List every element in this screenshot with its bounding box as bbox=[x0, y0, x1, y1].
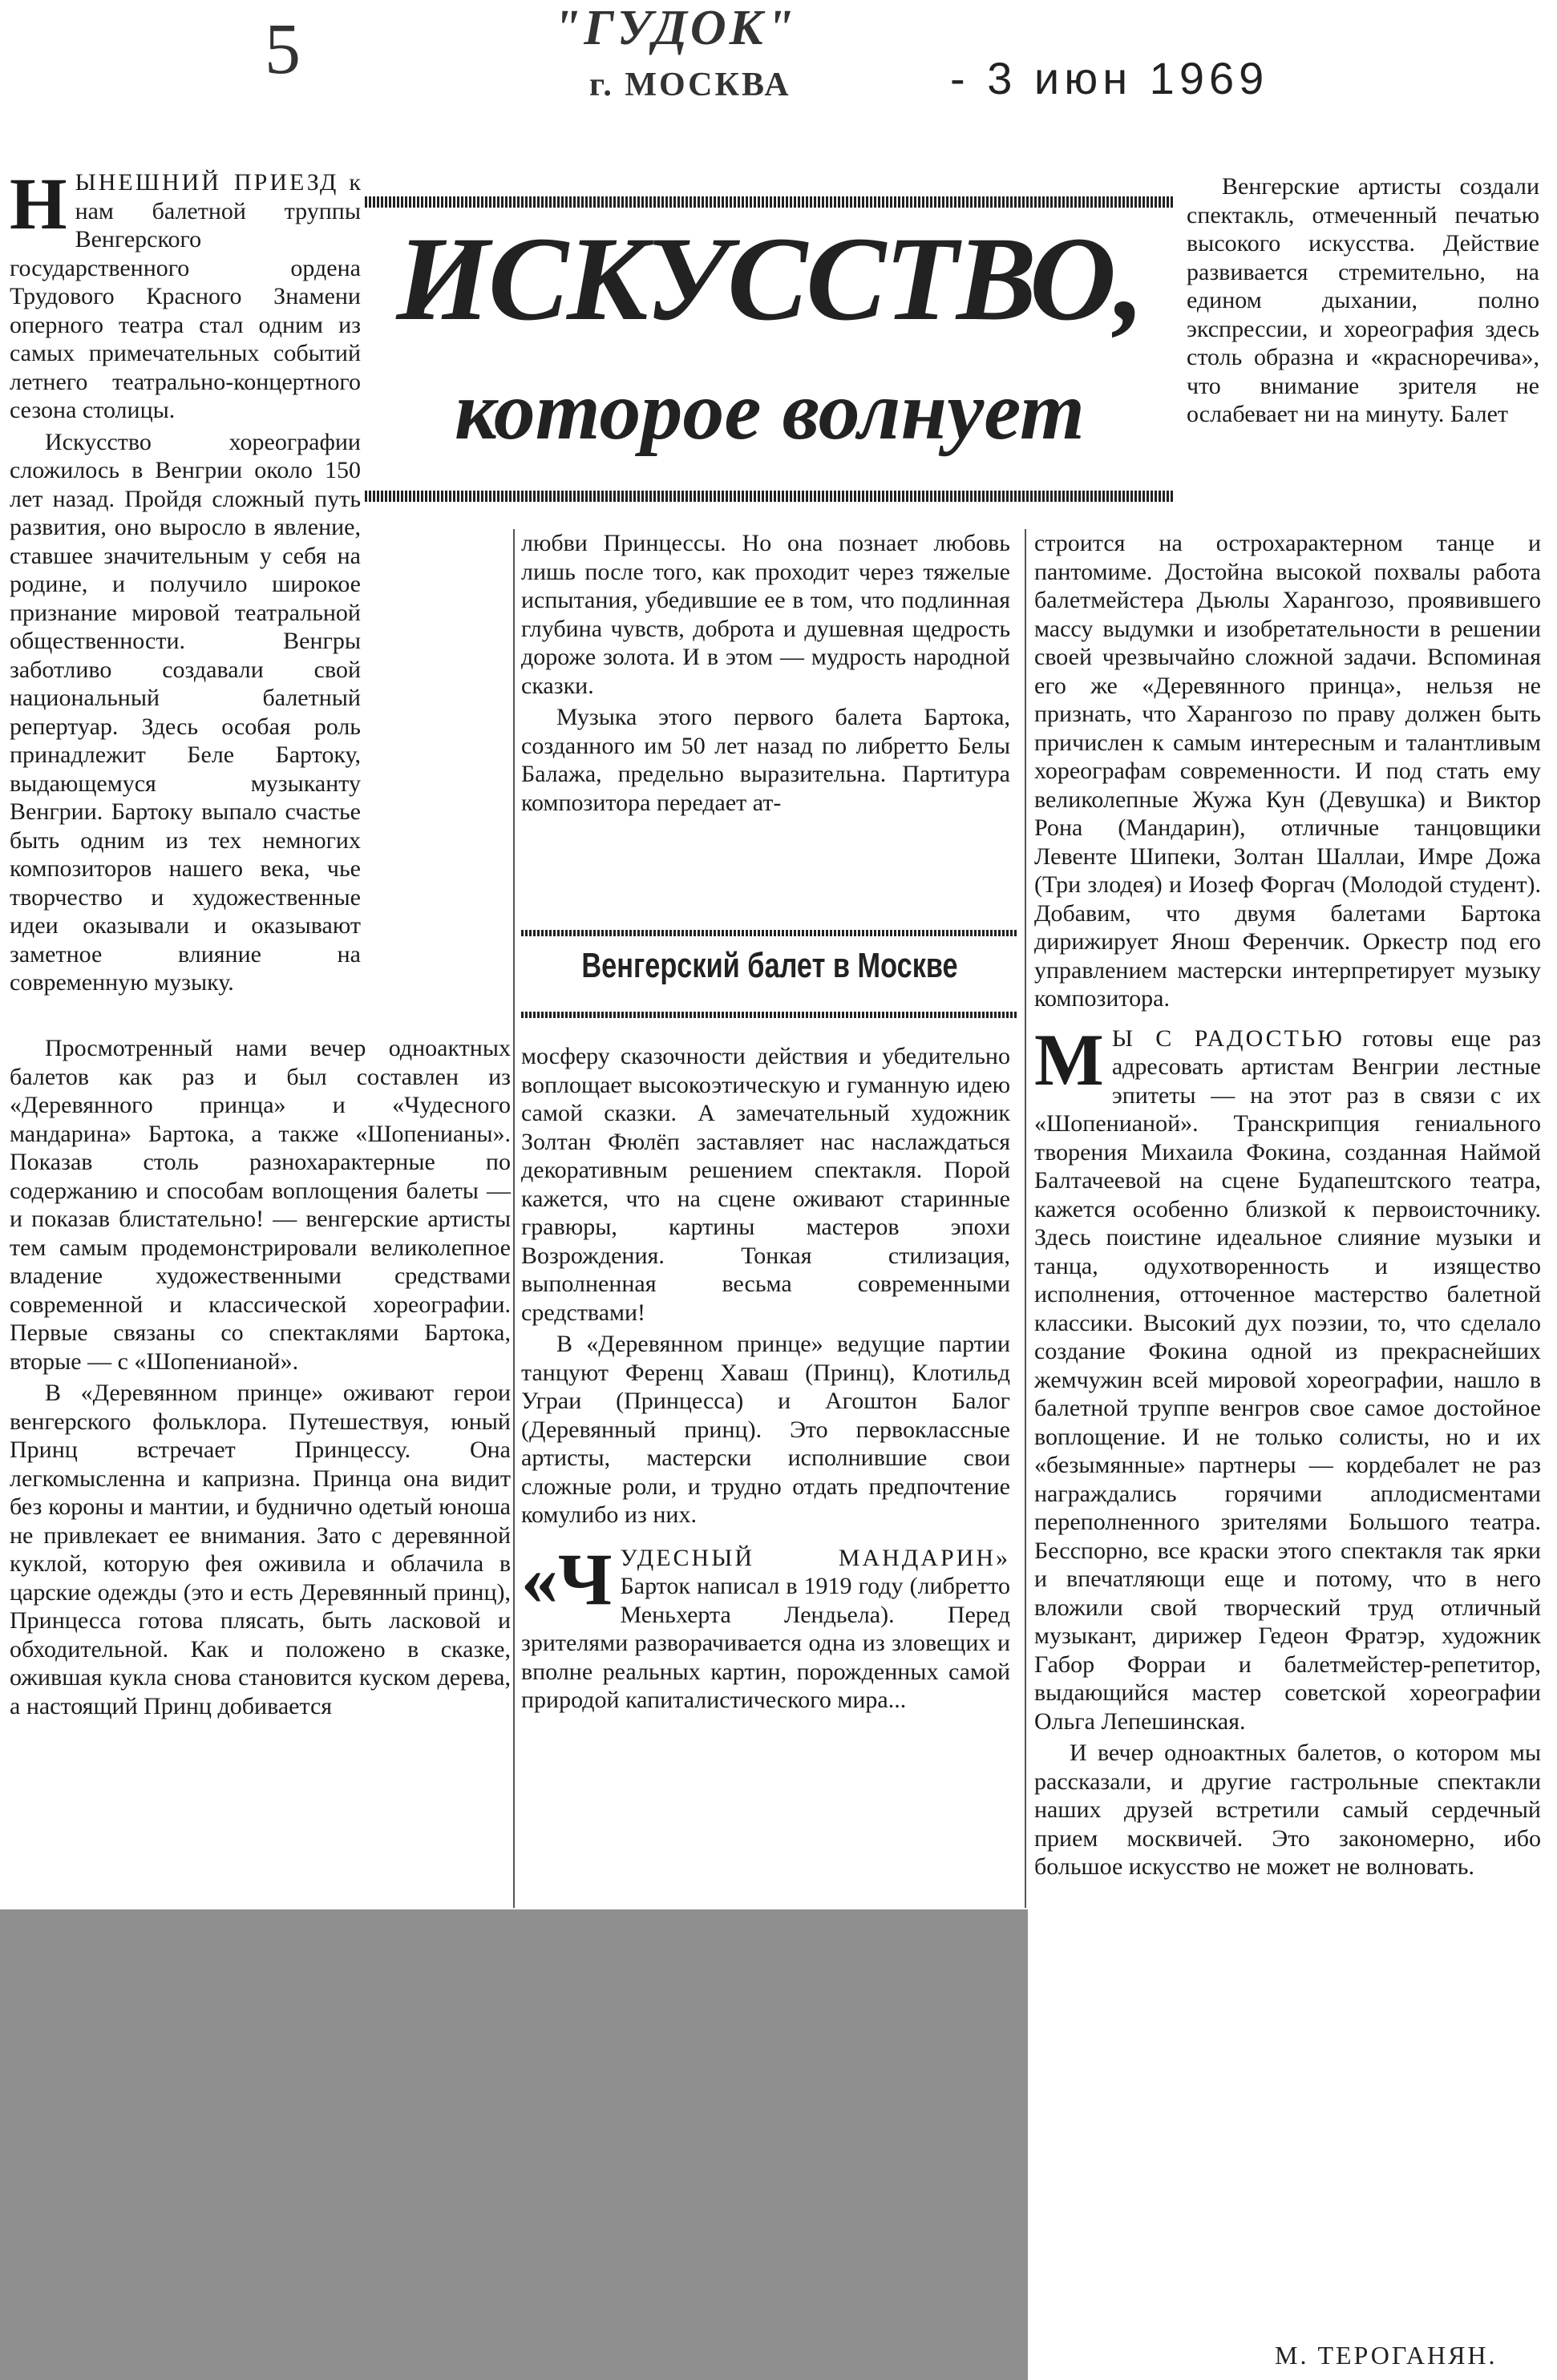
lead-caps: ЫНЕШНИЙ ПРИЕЗД bbox=[75, 169, 339, 196]
paragraph: строится на острохарактерном танце и пантомиме. Достойна высокой похвалы работа балетмейстера Дьюлы Харангозо, проявившего массу выдумки и изобретательности в решении своей чрезвычайно сложной задачи. Вспоминая его же «Деревянного принца», нельзя не признать, что Харангозо по праву должен быть причислен к самым интересным и талантливым хореографам современности. И под стать ему великолепные Жужа Кун (Девушка) и Виктор Рона (Мандарин), отличные танцовщики Левенте Шипеки, Золтан Шаллаи, Имре Дожа (Три злодея) и Иозеф Форгач (Молодой студент). Добавим, что двумя балетами Бартока дирижирует Янош Ференчик. Оркестр под его управлением мастерски интерпретирует музыку композитора. bbox=[1034, 530, 1541, 1012]
paragraph: В «Деревянном принце» оживают герои венгерского фольклора. Путешествуя, юный Принц встречает Принцессу. Она легкомысленна и капризна. Принца она видит без короны и мантии, и буднично одетый юноша не привлекает ее внимания. Зато с деревянной куклой, которую фея оживила и облачила в царские одежды (это и есть Деревянный принц), Принцесса готова плясать, быть ласковой и обходительной. Как и положено в сказке, ожившая кукла снова становится куском дерева, а настоящий Принц добивается bbox=[10, 1380, 511, 1719]
author-byline: М. ТЕРОГАНЯН. bbox=[1275, 2341, 1498, 2370]
drop-cap: Н bbox=[10, 163, 67, 244]
subhead-rule-bottom bbox=[521, 1012, 1017, 1018]
paragraph-text: к нам балетной труппы Венгерского государственного ордена Трудового Красного Знамени оперного театра стал одним из самых примечательных событий летнего театрально-концертного сезона столицы. bbox=[10, 169, 362, 423]
handwritten-date: - 3 июн 1969 bbox=[950, 53, 1269, 103]
paragraph bbox=[521, 1538, 1010, 1715]
paragraph: Венгерские артисты создали спектакль, отмеченный печатью высокого искусства. Действие развивается стремительно, на едином дыхании, полно экспрессии, и хореография здесь столь образна и «красноречива», что внимание зрителя не ослабевает ни на минуту. Балет bbox=[1187, 173, 1539, 427]
paragraph-text: готовы еще раз адресовать артистам Венгрии лестные эпитеты — на этот раз в связи с их «Шопенианой». Транскрипция гениального творения Михаила Фокина, созданная Наймой Балтачеевой на сцене Будапештского театра, кажется особенно близкой к первоисточнику. Здесь поистине идеальное слияние музыки и танца, одухотворенность и изящество исполнения, отточенное мастерство балетной классики. Высокий дух поэзии, то, что сделало создание Фокина одной из прекраснейших жемчужин всей мировой хореографии, нашло в балетной труппе венгров свое самое достойное воплощение. И не только солисты, но и их «безымянные» партнеры — кордебалет не раз награждались горячими аплодисментами переполненного зрителями Большого театра. Бесспорно, все краски этого спектакля так ярки и впечатляющи еще и потому, что в него вложили свой творческий труд отличный музыкант, дирижер Гедеон Фратэр, художник Габор Форраи и балетмейстер-репетитор, выдающийся мастер советской хореографии Ольга Лепешинская. bbox=[1034, 1024, 1541, 1735]
article-column-1-lower bbox=[10, 1034, 511, 1720]
article-column-2-upper bbox=[521, 529, 1010, 817]
article-column-3-lower bbox=[1034, 529, 1541, 1881]
paragraph: Просмотренный нами вечер одноактных балетов как раз и был составлен из «Деревянного принца» и «Чудесного мандарина» Бартока, а также «Шопенианы». Показав столь разнохарактерные по содержанию и способам воплощения балеты — и показав блистательно! — венгерские артисты тем самым продемонстрировали великолепное владение художественными средствами современной и классической хореографии. Первые связаны со спектаклями Бартока, вторые — с «Шопенианой». bbox=[10, 1035, 511, 1375]
column-divider-1 bbox=[513, 529, 515, 1908]
city-stamp: г. МОСКВА bbox=[589, 67, 791, 103]
lead-caps: Ы С РАДОСТЬЮ bbox=[1111, 1024, 1345, 1052]
lead-caps: УДЕСНЫЙ МАНДАРИН» bbox=[620, 1544, 1010, 1571]
article-column-2-lower bbox=[521, 1042, 1010, 1715]
headline-rule-bottom bbox=[365, 491, 1175, 502]
article-column-1 bbox=[10, 163, 362, 997]
headline-line-2: которое волнует bbox=[455, 365, 1085, 457]
newspaper-name-stamp: "ГУДОК" bbox=[553, 1, 798, 55]
subhead-rule-top bbox=[521, 930, 1017, 936]
article-column-3-upper bbox=[1187, 172, 1539, 429]
paragraph: Музыка этого первого балета Бартока, созданного им 50 лет назад по либретто Белы Балажа, предельно выразительна. Партитура композитора передает ат- bbox=[521, 704, 1010, 816]
paragraph: И вечер одноактных балетов, о котором мы рассказали, и другие гастрольные спектакли наших друзей встретили самый сердечный прием москвичей. Это закономерно, ибо большое искусство не может не волновать. bbox=[1034, 1740, 1541, 1880]
column-divider-2 bbox=[1025, 529, 1026, 1908]
headline-line-1: ИСКУССТВО, bbox=[396, 212, 1143, 345]
paragraph bbox=[1034, 1018, 1541, 1736]
paragraph: В «Деревянном принце» ведущие партии танцуют Ференц Хаваш (Принц), Клотильд Уграи (Принцесса) и Агоштон Балог (Деревянный принц). Это первоклассные артисты, мастерски исполнившие свои сложные роли, и трудно отдать предпочтение комулибо из них. bbox=[521, 1331, 1010, 1528]
headline-rule-top bbox=[365, 196, 1175, 208]
paragraph: мосферу сказочности действия и убедительно воплощает высокоэтическую и гуманную идею самой сказки. А замечательный художник Золтан Фюлёп заставляет нас наслаждаться декоративным решением спектакля. Порой кажется, что на сцене оживают старинные гравюры, картины мастеров эпохи Возрождения. Тонкая стилизация, выполненная весьма современными средствами! bbox=[521, 1043, 1010, 1326]
paragraph bbox=[10, 163, 362, 425]
paragraph: любви Принцессы. Но она познает любовь лишь после того, как проходит через тяжелые испытания, убедившие ее в том, что подлинная глубина чувств, доброта и душевная щедрость дороже золота. И в этом — мудрость народной сказки. bbox=[521, 530, 1010, 699]
drop-cap: М bbox=[1034, 1018, 1104, 1101]
subheadline: Венгерский балет в Москве bbox=[581, 946, 958, 985]
gray-backing-area bbox=[0, 1909, 1028, 2380]
paragraph-text: Барток написал в 1919 году (либретто Меньхерта Лендьела). Перед зрителями разворачивается одна из зловещих и вполне реальных картин, порожденных самой природой капиталистического мира... bbox=[521, 1573, 1010, 1713]
paragraph: Искусство хореографии сложилось в Венгрии около 150 лет назад. Пройдя сложный путь развития, оно выросло в явление, ставшее значительным у себя на родине, и получило широкое признание мировой театральной общественности. Венгры заботливо создавали свой национальный балетный репертуар. Здесь особая роль принадлежит Беле Бартоку, выдающемуся музыканту Венгрии. Бартоку выпало счастье быть одним из тех немногих композиторов нашего века, чье творчество и художественные идеи оказывали и оказывают заметное влияние на современную музыку. bbox=[10, 428, 361, 996]
drop-cap: «Ч bbox=[521, 1538, 613, 1620]
handwritten-mark: 5 bbox=[265, 10, 304, 89]
